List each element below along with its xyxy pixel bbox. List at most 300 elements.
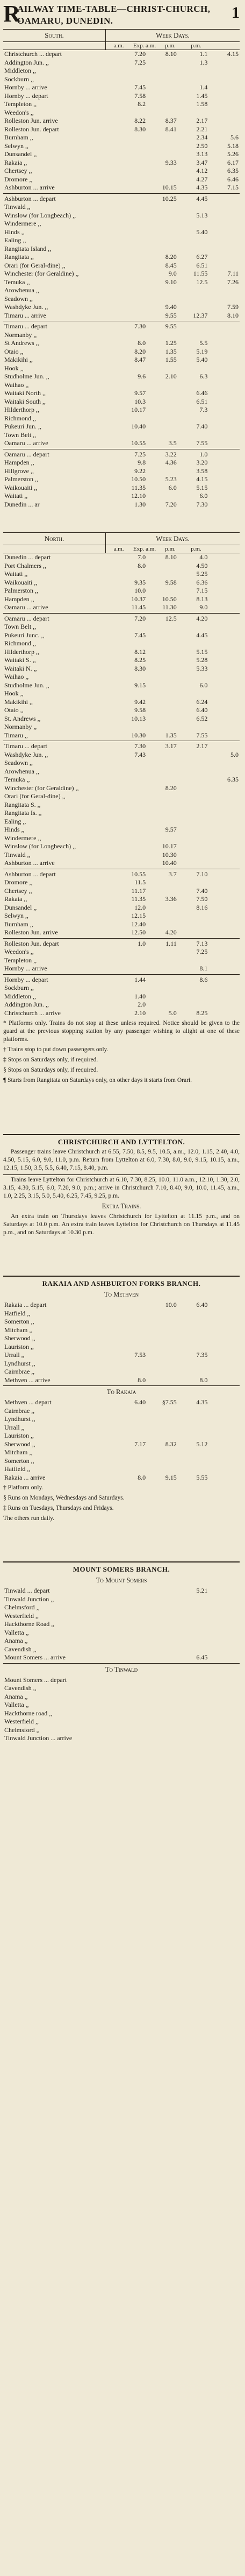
time-cell (178, 759, 209, 768)
time-cell: 9.8 (138, 459, 146, 466)
time-cell (178, 928, 209, 937)
time-cell (208, 1368, 240, 1376)
time-cell: 8.2 (138, 100, 146, 108)
rakaia-block-2 (3, 1398, 240, 1482)
time-cell (116, 834, 147, 843)
time-cell (208, 1326, 240, 1335)
time-cell (208, 492, 240, 501)
time-cell (178, 220, 209, 228)
time-cell (208, 1595, 240, 1604)
time-cell (147, 467, 178, 476)
station-name: Hornby ... arrive (4, 83, 47, 91)
timetable-row (3, 818, 240, 826)
time-cell (208, 389, 240, 398)
time-cell (147, 1718, 178, 1726)
timetable-row (3, 1465, 240, 1474)
station-name: Lauriston ,, (4, 1342, 34, 1350)
time-cell (147, 381, 178, 390)
time-cell (208, 1009, 240, 1018)
time-cell (116, 984, 147, 993)
time-cell (116, 1310, 147, 1318)
station-name: Orari (for Geral-dine) ,, (4, 261, 66, 269)
time-cell (178, 1603, 209, 1612)
station-name: Oamaru ... depart (4, 614, 49, 622)
station-name: Pukeuri Jun. ,, (4, 423, 41, 430)
station-name: Hornby ... depart (4, 975, 48, 983)
time-cell (116, 1718, 147, 1726)
timetable-row (3, 878, 240, 887)
north-sub-1: a.m. (113, 546, 124, 552)
time-cell (116, 639, 147, 648)
time-cell (178, 67, 209, 75)
station-name: Washdyke Jun. ,, (4, 750, 48, 758)
time-cell (116, 1612, 147, 1621)
time-cell (147, 1684, 178, 1693)
timetable-row (3, 492, 240, 501)
station-name: Chertsey ,, (4, 167, 32, 174)
time-cell (116, 1465, 147, 1474)
time-cell (208, 109, 240, 117)
station-name: Ashburton ... arrive (4, 184, 55, 191)
timetable-row (3, 706, 240, 715)
time-cell: 4.35 (196, 1398, 208, 1406)
time-cell: 7.55 (196, 439, 208, 447)
time-cell (208, 842, 240, 851)
time-cell (208, 553, 240, 562)
time-cell: 6.40 (196, 706, 208, 714)
time-cell: 8.22 (134, 117, 146, 124)
station-name: Rolleston Jun. arrive (4, 928, 58, 936)
station-name: Rolleston Jun. arrive (4, 117, 58, 124)
time-cell (116, 1620, 147, 1629)
time-cell (208, 439, 240, 448)
time-cell (147, 723, 178, 731)
time-cell (147, 1645, 178, 1654)
time-cell (147, 715, 178, 723)
time-cell: 7.3 (199, 406, 208, 413)
time-cell: 6.17 (227, 158, 239, 166)
time-cell: §7.55 (162, 1398, 177, 1406)
time-cell (208, 587, 240, 595)
station-name: Tinwald ... depart (4, 1587, 50, 1594)
time-cell (208, 895, 240, 904)
station-name: Somerton ,, (4, 1318, 34, 1325)
timetable-row (3, 976, 240, 984)
time-cell (208, 723, 240, 731)
time-cell (147, 92, 178, 101)
station-name: Mount Somers ... depart (4, 1676, 67, 1684)
time-cell (178, 1360, 209, 1368)
time-cell (178, 245, 209, 254)
north-sub-4: p.m. (191, 546, 201, 552)
station-name: Oamaru ... arrive (4, 439, 48, 447)
time-cell: 4.36 (165, 459, 177, 466)
timetable-row (3, 1718, 240, 1726)
station-name: Anama ,, (4, 1692, 28, 1700)
south-sub-2: Exp. a.m. (133, 43, 156, 49)
time-cell (116, 1301, 147, 1310)
timetable-row (3, 603, 240, 612)
time-cell: 10.30 (131, 731, 146, 739)
timetable-row (3, 673, 240, 681)
station-name: Sherwood ,, (4, 1440, 35, 1448)
time-cell (178, 1415, 209, 1424)
time-cell (116, 768, 147, 776)
time-cell: 7.20 (134, 50, 146, 58)
time-cell (178, 1726, 209, 1735)
time-cell (208, 887, 240, 896)
time-cell (147, 792, 178, 801)
time-cell (208, 459, 240, 467)
time-cell: 4.20 (196, 614, 208, 622)
station-name: Rangitata ,, (4, 253, 34, 261)
time-cell: 7.40 (196, 886, 208, 895)
time-cell: 1.44 (134, 975, 146, 983)
time-cell (208, 826, 240, 834)
timetable-row (3, 920, 240, 929)
timetable-row (3, 286, 240, 295)
time-cell (208, 467, 240, 476)
time-cell (178, 1620, 209, 1629)
time-cell: 12.5 (196, 278, 208, 286)
time-cell (208, 656, 240, 665)
time-cell: 11.55 (193, 270, 208, 277)
timetable-row (3, 175, 240, 184)
timetable-row (3, 1653, 240, 1662)
time-cell (208, 475, 240, 484)
timetable-row (3, 220, 240, 228)
station-name: Mitcham ,, (4, 1448, 33, 1456)
station-name: Tinwald ,, (4, 850, 31, 858)
timetable-row (3, 423, 240, 431)
time-cell (147, 1001, 178, 1009)
time-cell (208, 348, 240, 356)
station-name: Sockburn ,, (4, 984, 34, 991)
station-name: Lyndhurst ,, (4, 1359, 35, 1367)
time-cell (116, 167, 147, 175)
time-cell (147, 1407, 178, 1416)
time-cell: 10.40 (131, 423, 146, 430)
station-name: Winslow (for Longbeach) ,, (4, 842, 76, 850)
timetable-row (3, 245, 240, 254)
time-cell: 11.35 (131, 483, 146, 491)
timetable-row (3, 623, 240, 631)
timetable-row (3, 142, 240, 151)
time-cell: 8.25 (196, 1009, 208, 1017)
time-cell: 6.35 (227, 776, 239, 783)
time-cell (208, 381, 240, 390)
time-cell (178, 1734, 209, 1743)
station-name: Hackthorne Road ,, (4, 1620, 55, 1628)
station-name: Valletta ,, (4, 1628, 29, 1636)
to-tinwald-heading: To Tinwald (105, 1665, 138, 1673)
time-cell (208, 1415, 240, 1424)
station-name: Selwyn ,, (4, 142, 28, 150)
station-name: Dunedin ... ar (4, 500, 40, 508)
time-cell: 12.40 (131, 920, 146, 928)
time-cell: 1.0 (138, 939, 146, 947)
time-cell (208, 648, 240, 657)
timetable-row (3, 83, 240, 92)
time-cell: 6.3 (199, 372, 208, 380)
time-cell: 10.25 (162, 194, 177, 202)
station-name: Richmond ,, (4, 414, 36, 422)
time-cell (147, 1612, 178, 1621)
station-name: Pukeuri Junc. ,, (4, 631, 45, 639)
time-cell (147, 993, 178, 1001)
time-cell (116, 1368, 147, 1376)
station-name: Hornby ... arrive (4, 965, 47, 972)
time-cell (208, 570, 240, 579)
timetable-row (3, 1734, 240, 1743)
time-cell: 7.13 (196, 939, 208, 947)
time-cell (208, 1457, 240, 1466)
station-name: Tinwald ,, (4, 203, 31, 210)
time-cell (116, 1415, 147, 1424)
station-name: Valletta ,, (4, 1701, 29, 1708)
time-cell (116, 1653, 147, 1662)
time-cell: 1.35 (165, 731, 177, 739)
time-cell (147, 212, 178, 220)
time-cell: 8.0 (138, 561, 146, 569)
time-cell: 7.35 (196, 1351, 208, 1359)
timetable-row (3, 212, 240, 220)
time-cell (116, 1676, 147, 1685)
time-cell: 10.0 (134, 587, 146, 594)
time-cell: 9.57 (165, 826, 177, 833)
time-cell: 6.51 (196, 397, 208, 405)
time-cell: 8.13 (196, 595, 208, 603)
timetable-row (3, 587, 240, 595)
time-cell (208, 809, 240, 818)
station-name: Weedon's ,, (4, 108, 34, 116)
time-cell: 6.40 (134, 1398, 146, 1406)
time-cell: 3.47 (196, 158, 208, 166)
station-name: Waikouaiti ,, (4, 483, 38, 491)
station-name: Normanby ,, (4, 330, 37, 339)
time-cell (116, 195, 147, 203)
time-cell (208, 993, 240, 1001)
time-cell: 10.15 (162, 184, 177, 191)
time-cell (178, 826, 209, 834)
time-cell: 8.20 (165, 784, 177, 792)
timetable-row (3, 1398, 240, 1407)
time-cell: 10.55 (131, 439, 146, 447)
time-cell: 11.5 (134, 878, 146, 886)
time-cell (116, 801, 147, 810)
time-cell (178, 1595, 209, 1604)
station-name: Sherwood ,, (4, 1334, 35, 1342)
time-cell (208, 859, 240, 868)
time-cell (147, 109, 178, 117)
note-saturdays-1: ‡ Stops on Saturdays only, if required. (3, 1057, 98, 1063)
time-cell: 9.57 (134, 389, 146, 397)
time-cell: 8.0 (138, 339, 146, 347)
time-cell (147, 1693, 178, 1701)
time-cell (147, 1676, 178, 1685)
time-cell (208, 1001, 240, 1009)
station-name: Tinwald Junction ... arrive (4, 1734, 73, 1742)
time-cell (116, 270, 147, 278)
time-cell (178, 639, 209, 648)
time-cell (208, 976, 240, 984)
time-cell (147, 406, 178, 414)
time-cell (208, 1718, 240, 1726)
timetable-row (3, 1360, 240, 1368)
timetable-row (3, 1415, 240, 1424)
time-cell: 10.55 (131, 870, 146, 878)
timetable-row (3, 1301, 240, 1310)
time-cell (147, 965, 178, 973)
time-cell: 7.15 (196, 587, 208, 594)
time-cell (208, 595, 240, 604)
time-cell (208, 1684, 240, 1693)
time-cell: 6.0 (168, 483, 177, 491)
station-name: Hatfield ,, (4, 1465, 31, 1473)
time-cell (147, 1432, 178, 1440)
time-cell: 3.20 (196, 459, 208, 466)
time-cell (178, 801, 209, 810)
time-cell: 5.6 (230, 133, 239, 141)
time-cell (208, 673, 240, 681)
time-cell (208, 331, 240, 340)
time-cell (178, 673, 209, 681)
station-name: Cairnbrae ,, (4, 1368, 35, 1375)
time-cell (147, 295, 178, 304)
extra-trains-heading: Extra Trains. (102, 1202, 141, 1210)
timetable-row (3, 759, 240, 768)
time-cell: 10.3 (134, 397, 146, 405)
time-cell: 2.21 (196, 125, 208, 133)
station-name: Seadown ,, (4, 294, 33, 302)
time-cell: 12.37 (193, 311, 208, 319)
time-cell: 10.0 (165, 1301, 177, 1308)
station-name: Rakaia ,, (4, 158, 27, 166)
time-cell (147, 1326, 178, 1335)
time-cell (178, 878, 209, 887)
time-cell (208, 1301, 240, 1310)
time-cell (178, 1432, 209, 1440)
time-cell (147, 878, 178, 887)
time-cell: 2.17 (196, 117, 208, 124)
time-cell (178, 623, 209, 631)
lyttelton-para-1: Passenger trains leave Christchurch at 6.55, 7.50, 8.5, 9.5, 10.5, a.m., 12.0, 1.15, 2.40, 4.0, 4.50, 5.15, 6.0, 9.0, 11.0, p.m. Return from Lyttelton at 6.0, 7.30, 8.0, 9.0, 9.15, 10.15, a.m., 12.15, 1.50, 3.5, 5.5, 6.40, 7.15, 8.40, p.m. (3, 1149, 240, 1171)
time-cell (147, 286, 178, 295)
time-cell (147, 100, 178, 109)
time-cell (147, 623, 178, 631)
time-cell (116, 303, 147, 312)
time-cell (208, 501, 240, 509)
time-cell: 11.30 (162, 603, 177, 611)
timetable-row (3, 965, 240, 973)
time-cell (116, 1326, 147, 1335)
time-cell: 1.58 (196, 100, 208, 108)
time-cell (116, 159, 147, 167)
time-cell: 6.45 (196, 1653, 208, 1661)
time-cell: 5.33 (196, 664, 208, 672)
time-cell: 7.25 (196, 948, 208, 955)
time-cell: 5.19 (196, 347, 208, 355)
station-name: Arowhenua ,, (4, 767, 39, 775)
time-cell (208, 1693, 240, 1701)
timetable-row (3, 348, 240, 356)
time-cell (116, 689, 147, 698)
timetable-row (3, 1368, 240, 1376)
time-cell: 3.17 (165, 742, 177, 750)
station-name: Chertsey ,, (4, 886, 32, 895)
time-cell (116, 245, 147, 254)
station-name: Rakaia ... arrive (4, 1473, 46, 1481)
time-cell (208, 1432, 240, 1440)
north-block-6 (3, 976, 240, 1018)
time-cell (208, 1398, 240, 1407)
time-cell (178, 1457, 209, 1466)
timetable-row (3, 776, 240, 784)
time-cell (208, 948, 240, 956)
south-heading: South. (3, 30, 106, 41)
time-cell: 7.43 (134, 750, 146, 758)
time-cell: 9.40 (165, 303, 177, 311)
time-cell: 5.18 (227, 142, 239, 150)
time-cell (208, 920, 240, 929)
time-cell (116, 364, 147, 373)
station-name: Westerfield ,, (4, 1718, 39, 1725)
time-cell: 8.10 (165, 50, 177, 58)
time-cell (178, 993, 209, 1001)
time-cell (208, 59, 240, 67)
station-name: Timaru ... depart (4, 322, 47, 330)
station-name: Seadown ,, (4, 759, 33, 766)
time-cell: 9.0 (199, 603, 208, 611)
time-cell (208, 1603, 240, 1612)
station-name: Urrall ,, (4, 1423, 25, 1431)
time-cell: 1.0 (199, 450, 208, 458)
timetable-row (3, 826, 240, 834)
time-cell (147, 1587, 178, 1595)
time-cell (116, 67, 147, 75)
timetable-row (3, 1351, 240, 1360)
time-cell (116, 826, 147, 834)
time-cell (208, 1424, 240, 1432)
time-cell: 1.11 (165, 939, 177, 947)
time-cell (178, 768, 209, 776)
timetable-row (3, 615, 240, 623)
station-name: Templeton ,, (4, 100, 37, 108)
timetable-row (3, 431, 240, 440)
time-cell (116, 1407, 147, 1416)
timetable-row (3, 278, 240, 287)
time-cell (208, 851, 240, 860)
timetable-row (3, 1701, 240, 1709)
time-cell (116, 1645, 147, 1654)
time-cell (208, 562, 240, 571)
time-cell (178, 818, 209, 826)
time-cell (178, 203, 209, 212)
timetable-row (3, 150, 240, 159)
south-sub-3: p.m. (165, 43, 176, 49)
time-cell (147, 389, 178, 398)
time-cell (178, 414, 209, 423)
time-cell (147, 570, 178, 579)
time-cell: 7.30 (196, 500, 208, 508)
time-cell (208, 801, 240, 810)
north-sub-2: Exp. a.m. (133, 546, 156, 552)
time-cell (208, 904, 240, 912)
mount-somers-title: MOUNT SOMERS BRANCH. (3, 1561, 240, 1574)
time-cell (208, 1709, 240, 1718)
station-name: Methven ... depart (4, 1398, 52, 1406)
time-cell (147, 67, 178, 75)
